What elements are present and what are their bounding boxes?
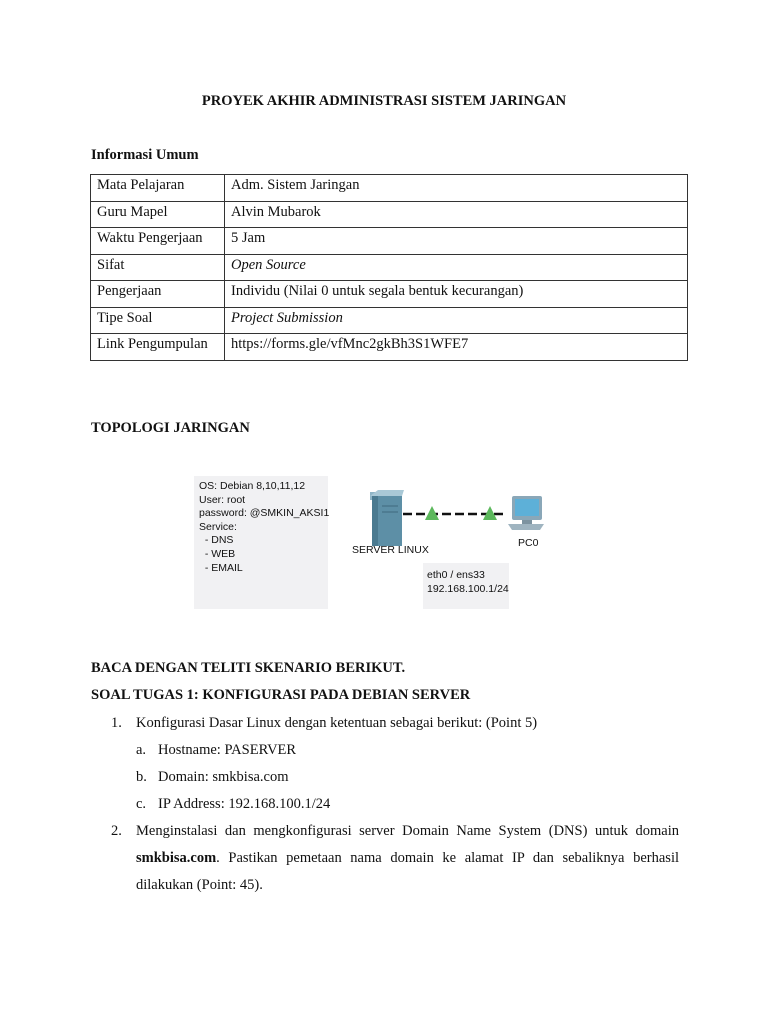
network-link	[403, 506, 506, 520]
table-row	[91, 334, 688, 361]
server-label: SERVER LINUX	[352, 544, 429, 556]
topology-heading: TOPOLOGI JARINGAN	[91, 420, 250, 436]
info-table	[90, 174, 688, 361]
item-text	[136, 818, 679, 899]
item-text-part: Menginstalasi dan mengkonfigurasi server Domain Name System (DNS) untuk domain	[136, 823, 679, 839]
table-row	[91, 307, 688, 334]
table-row	[91, 228, 688, 255]
sub-text: Hostname: PASERVER	[158, 742, 297, 758]
row-value: Open Source	[225, 254, 688, 281]
row-label: Pengerjaan	[91, 281, 225, 308]
row-value: 5 Jam	[225, 228, 688, 255]
row-label: Waktu Pengerjaan	[91, 228, 225, 255]
item-text-part: . Pastikan pemetaan nama domain ke alamat IP dan sebaliknya berhasil dilakukan (Point: 45).	[136, 850, 679, 893]
task-title: SOAL TUGAS 1: KONFIGURASI PADA DEBIAN SERVER	[91, 687, 471, 703]
item-number: 1.	[111, 715, 122, 731]
sub-letter: c.	[136, 796, 147, 812]
row-value: Alvin Mubarok	[225, 201, 688, 228]
row-label: Tipe Soal	[91, 307, 225, 334]
item-text: Konfigurasi Dasar Linux dengan ketentuan sebagai berikut: (Point 5)	[136, 715, 538, 731]
os-info-panel: OS: Debian 8,10,11,12 User: root password: @SMKIN_AKSI1 Service: - DNS - WEB - EMAIL	[194, 476, 328, 609]
row-label: Mata Pelajaran	[91, 175, 225, 202]
submission-link[interactable]: https://forms.gle/vfMnc2gkBh3S1WFE7	[225, 334, 688, 361]
topology-diagram	[194, 476, 539, 610]
sub-text: Domain: smkbisa.com	[158, 769, 289, 785]
row-value: Project Submission	[225, 307, 688, 334]
table-row	[91, 175, 688, 202]
document-title: PROYEK AKHIR ADMINISTRASI SISTEM JARINGAN	[201, 93, 567, 109]
row-label: Sifat	[91, 254, 225, 281]
sub-letter: b.	[136, 769, 147, 785]
info-heading: Informasi Umum	[91, 147, 199, 163]
interface-panel	[423, 563, 509, 609]
task-intro: BACA DENGAN TELITI SKENARIO BERIKUT.	[91, 660, 406, 676]
interface-name: eth0 / ens33	[427, 569, 485, 581]
sub-letter: a.	[136, 742, 147, 758]
server-icon	[370, 490, 404, 546]
ip-address: 192.168.100.1/24	[427, 582, 509, 595]
row-label: Guru Mapel	[91, 201, 225, 228]
sub-text: IP Address: 192.168.100.1/24	[158, 796, 331, 812]
item-number: 2.	[111, 823, 122, 839]
pc-icon	[508, 496, 544, 530]
pc-label: PC0	[518, 537, 539, 549]
row-value: Individu (Nilai 0 untuk segala bentuk kecurangan)	[225, 281, 688, 308]
table-row	[91, 281, 688, 308]
row-label: Link Pengumpulan	[91, 334, 225, 361]
table-row	[91, 201, 688, 228]
row-value: Adm. Sistem Jaringan	[225, 175, 688, 202]
domain-name: smkbisa.com	[136, 850, 217, 866]
table-row	[91, 254, 688, 281]
